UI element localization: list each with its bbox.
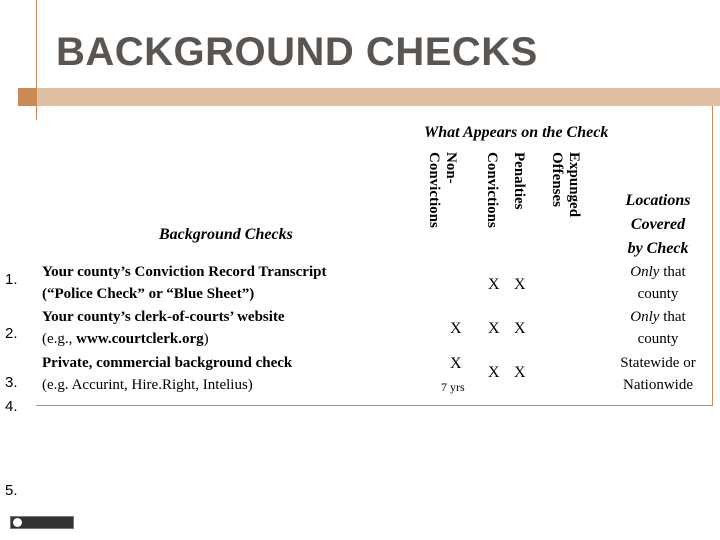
table-row — [42, 306, 402, 350]
row-number: 5. — [5, 482, 18, 499]
locations-header — [612, 189, 704, 261]
mark-penalties: X — [514, 320, 526, 337]
row-number: 3. — [5, 374, 18, 391]
row-number: 4. — [5, 398, 18, 415]
creative-commons-logo — [10, 516, 74, 529]
mark-convictions: X — [488, 320, 500, 337]
decor-square — [18, 88, 36, 106]
col-header-expunged: Expunged Offenses — [549, 152, 582, 218]
row-title: Your county’s clerk-of-courts’ website — [42, 309, 285, 325]
location-cell — [610, 261, 706, 305]
table-row — [42, 261, 402, 305]
location-text: that — [659, 264, 686, 280]
nonconvictions-note: 7 yrs — [441, 380, 465, 394]
mark-convictions: X — [488, 276, 500, 293]
col-header-penalties: Penalties — [511, 152, 527, 210]
location-line2: Nationwide — [623, 377, 693, 393]
row-title: Your county’s Conviction Record Transcript — [42, 264, 327, 280]
locations-header-line1: Locations — [625, 192, 691, 209]
location-emphasis: Only — [630, 264, 660, 280]
col-header-convictions: Convictions — [484, 152, 500, 228]
location-emphasis: Only — [630, 309, 660, 325]
row-title: Private, commercial background check — [42, 355, 293, 371]
location-text: that — [659, 309, 686, 325]
mark-convictions: X — [488, 364, 500, 381]
rows-label: Background Checks — [159, 226, 293, 243]
courtclerk-link-text: www.courtclerk.org — [76, 331, 204, 347]
row-subtitle-pre: (e.g., — [42, 331, 77, 347]
location-line2: county — [637, 331, 679, 347]
row-subtitle: (e.g. Accurint, Hire.Right, Intelius) — [42, 377, 253, 393]
location-cell — [610, 352, 706, 396]
decor-top-band — [36, 88, 720, 106]
location-line1: Statewide or — [620, 355, 696, 371]
locations-header-line2: Covered — [630, 216, 686, 233]
locations-header-line3: by Check — [627, 240, 689, 257]
row-number: 1. — [5, 271, 18, 288]
row-subtitle: (“Police Check” or “Blue Sheet”) — [42, 286, 255, 302]
mark-penalties: X — [514, 364, 526, 381]
location-cell — [610, 306, 706, 350]
decor-right-rule — [712, 106, 713, 406]
decor-bottom-rule — [36, 405, 712, 406]
mark-penalties: X — [514, 276, 526, 293]
mark-nonconvictions: X — [450, 320, 462, 337]
table-subhead: What Appears on the Check — [424, 124, 609, 141]
row-subtitle-post: ) — [203, 331, 209, 347]
mark-nonconvictions: X — [450, 355, 462, 372]
row-number: 2. — [5, 325, 18, 342]
slide-title: BACKGROUND CHECKS — [56, 30, 538, 74]
col-header-nonconvictions: Non- Convictions — [426, 152, 459, 228]
location-line2: county — [637, 286, 679, 302]
table-row — [42, 352, 402, 396]
